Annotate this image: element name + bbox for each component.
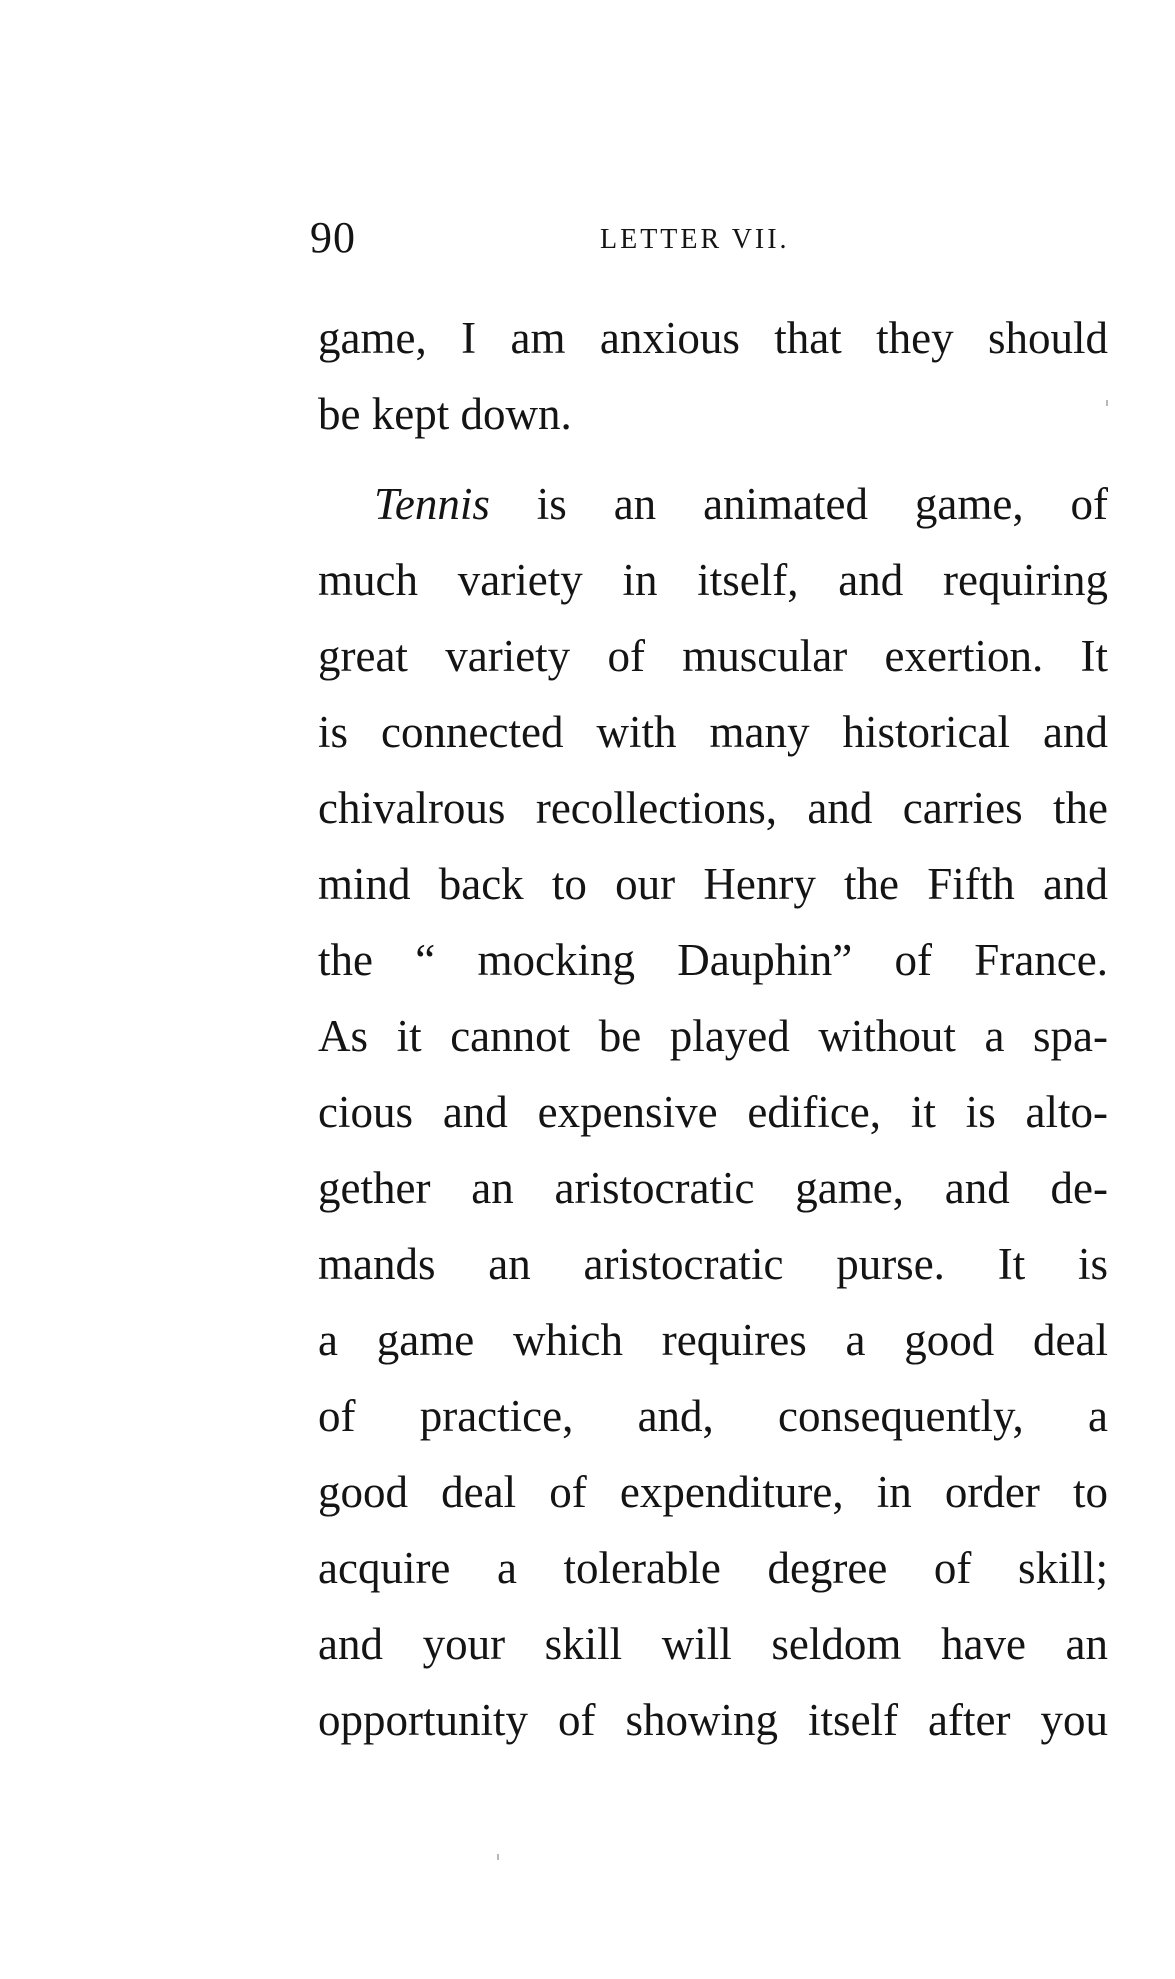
italic-lead-word: Tennis <box>374 479 490 529</box>
text-line: As it cannot be played without a spa- <box>318 1011 1108 1061</box>
scan-speck <box>1106 400 1108 406</box>
text-line: gether an aristocratic game, and de- <box>318 1163 1108 1213</box>
text-line: much variety in itself, and requiring <box>318 555 1108 605</box>
scan-speck <box>497 1854 499 1860</box>
text-line: acquire a tolerable degree of skill; <box>318 1543 1108 1593</box>
page-number: 90 <box>310 213 356 262</box>
text-line: chivalrous recollections, and carries the <box>318 783 1108 833</box>
text-line: mind back to our Henry the Fifth and <box>318 859 1108 909</box>
text-line: great variety of muscular exertion. It <box>318 631 1108 681</box>
first-line-rest: is an animated game, of <box>489 479 1108 529</box>
text-line: of practice, and, consequently, a <box>318 1391 1108 1441</box>
text-line: game, I am anxious that they should <box>318 313 1108 363</box>
body-text <box>318 300 1108 1758</box>
text-line: be kept down. <box>318 389 572 439</box>
page-header <box>310 212 1100 272</box>
text-line: is connected with many historical and <box>318 707 1108 757</box>
text-line: the “ mocking Dauphin” of France. <box>318 935 1108 985</box>
text-line: good deal of expenditure, in order to <box>318 1467 1108 1517</box>
text-line: and your skill will seldom have an <box>318 1619 1108 1669</box>
paragraph-first-line <box>318 466 1108 542</box>
text-line: opportunity of showing itself after you <box>318 1695 1108 1745</box>
text-line: cious and expensive edifice, it is alto- <box>318 1087 1108 1137</box>
text-line: mands an aristocratic purse. It is <box>318 1239 1108 1289</box>
running-head: LETTER VII. <box>600 224 790 255</box>
text-line: a game which requires a good deal <box>318 1315 1108 1365</box>
